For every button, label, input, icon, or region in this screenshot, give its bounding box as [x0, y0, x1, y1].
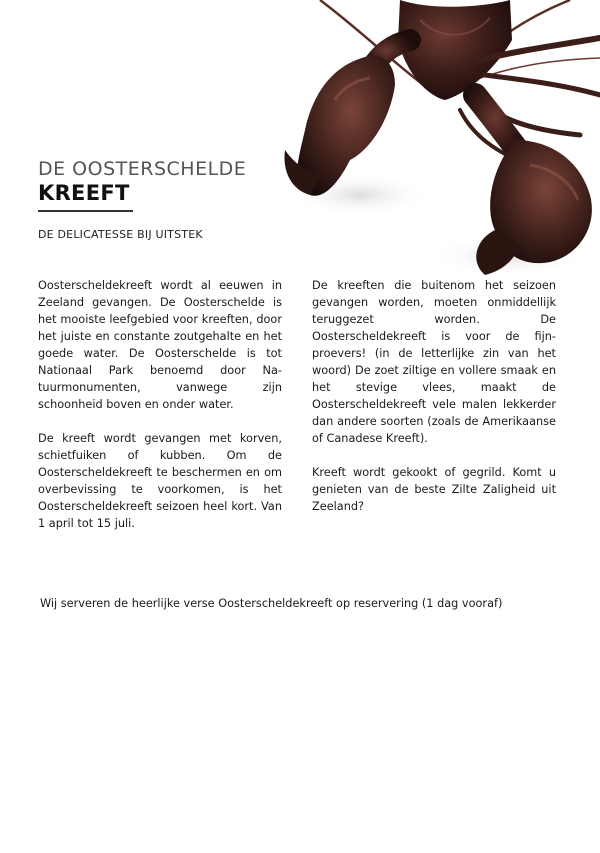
lobster-photo-icon [280, 0, 600, 280]
title-block [38, 158, 298, 212]
paragraph-intro: Oosterscheldekreeft wordt al eeuwen in Zeeland gevangen. De Oosterschelde is het mooiste leefgebied voor kreeften, door het juiste en constante zoutgehalte en het goede water. De Oosterschelde is tot Nationaal Park benoemd door Natuurmonumenten, vanwege zijn schoonheid boven en onder water. [38, 279, 282, 411]
left-text-column [38, 277, 282, 549]
paragraph-invite: Kreeft wordt gekookt of gegrild. Komt u genieten van de beste Zilte Zaligheid uit Zeeland? [312, 466, 556, 513]
paragraph-catch: De kreeft wordt gevangen met korven, schietfuiken of kubben. Om de Oosterscheldekreeft te beschermen en om overbevissing te voorkomen, is het Oosterscheldekreeft seizoen heel kort. Van 1 april tot 15 juli. [38, 432, 282, 530]
reservation-note: Wij serveren de heerlijke verse Oosterscheldekreeft op reservering (1 dag vooraf) [40, 597, 503, 610]
page-subtitle: DE DELICATESSE BIJ UITSTEK [38, 228, 203, 241]
right-text-column [312, 277, 556, 532]
title-divider [38, 210, 133, 212]
page-title-line2: KREEFT [38, 181, 130, 205]
page-title-line1: DE OOSTERSCHELDE [38, 158, 247, 180]
paragraph-season: De kreeften die buitenom het seizoen gevangen worden, moeten onmiddellijk teruggezet worden. De Oosterscheldekreeft is voor de fijnproevers! (in de letterlijke zin van het woord) De zoet ziltige en vollere smaak en het stevige vlees, maakt de Oosterscheldekreeft vele malen lekkerder dan andere soorten (zoals de Amerikaanse of Canadese Kreeft). [312, 279, 556, 445]
